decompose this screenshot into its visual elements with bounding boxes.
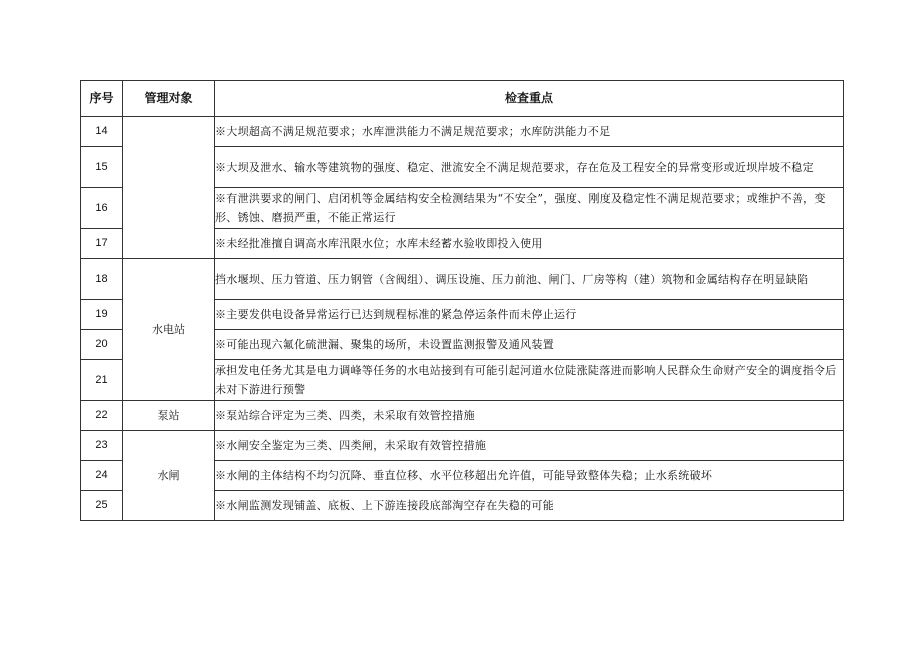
key-point-text: ※泵站综合评定为三类、四类，未采取有效管控措施 [215, 409, 475, 422]
row-number: 15 [81, 147, 123, 188]
key-point-text: ※大坝超高不满足规范要求；水库泄洪能力不满足规范要求；水库防洪能力不足 [215, 125, 611, 138]
key-point-text: 挡水堰坝、压力管道、压力钢管（含阀组）、调压设施、压力前池、闸门、厂房等构（建）筑物和金属结构存在明显缺陷 [215, 272, 809, 286]
management-object: 泵站 [123, 401, 215, 431]
key-point-text: ※未经批准擅自调高水库汛限水位；水库未经蓄水验收即投入使用 [215, 237, 543, 250]
row-number: 18 [81, 259, 123, 300]
row-number: 19 [81, 300, 123, 330]
key-point-cell [215, 330, 844, 360]
key-point-cell [215, 401, 844, 431]
key-point-cell [215, 431, 844, 461]
row-number: 23 [81, 431, 123, 461]
key-point-text: ※有泄洪要求的闸门、启闭机等金属结构安全检测结果为“不安全”，强度、刚度及稳定性不满足规范要求；或维护不善，变形、锈蚀、磨损严重，不能正常运行 [215, 192, 826, 224]
key-point-text: ※可能出现六氟化硫泄漏、聚集的场所，未设置监测报警及通风装置 [215, 338, 554, 351]
row-number: 14 [81, 117, 123, 147]
table-row [81, 401, 844, 431]
row-number: 17 [81, 229, 123, 259]
table-header [81, 81, 844, 117]
key-point-cell [215, 229, 844, 259]
management-object: 水电站 [123, 259, 215, 401]
header-no: 序号 [81, 81, 123, 117]
key-point-cell [215, 461, 844, 491]
management-object: 水闸 [123, 431, 215, 521]
key-point-text: ※水闸安全鉴定为三类、四类闸，未采取有效管控措施 [215, 439, 487, 452]
table-row [81, 117, 844, 147]
key-point-text: ※水闸监测发现铺盖、底板、上下游连接段底部淘空存在失稳的可能 [215, 499, 554, 512]
row-number: 24 [81, 461, 123, 491]
header-row [81, 81, 844, 117]
header-object: 管理对象 [123, 81, 215, 117]
key-point-cell [215, 259, 844, 300]
row-number: 21 [81, 360, 123, 401]
row-number: 25 [81, 491, 123, 521]
inspection-table [80, 80, 844, 521]
table-row [81, 431, 844, 461]
key-point-text: ※水闸的主体结构不均匀沉降、垂直位移、水平位移超出允许值，可能导致整体失稳；止水系统破坏 [215, 469, 713, 482]
key-point-text: 承担发电任务尤其是电力调峰等任务的水电站接到有可能引起河道水位陡涨陡落进而影响人民群众生命财产安全的调度指令后未对下游进行预警 [215, 364, 837, 396]
row-number: 20 [81, 330, 123, 360]
key-point-cell [215, 360, 844, 401]
table-body [81, 117, 844, 521]
key-point-cell [215, 300, 844, 330]
key-point-text: ※大坝及泄水、输水等建筑物的强度、稳定、泄流安全不满足规范要求，存在危及工程安全的异常变形或近坝岸坡不稳定 [215, 160, 814, 174]
key-point-text: ※主要发供电设备异常运行已达到规程标准的紧急停运条件而未停止运行 [215, 308, 577, 321]
row-number: 16 [81, 188, 123, 229]
table-row [81, 259, 844, 300]
key-point-cell [215, 147, 844, 188]
key-point-cell [215, 117, 844, 147]
header-key-points: 检查重点 [215, 81, 844, 117]
key-point-cell [215, 188, 844, 229]
key-point-cell [215, 491, 844, 521]
row-number: 22 [81, 401, 123, 431]
management-object [123, 117, 215, 259]
